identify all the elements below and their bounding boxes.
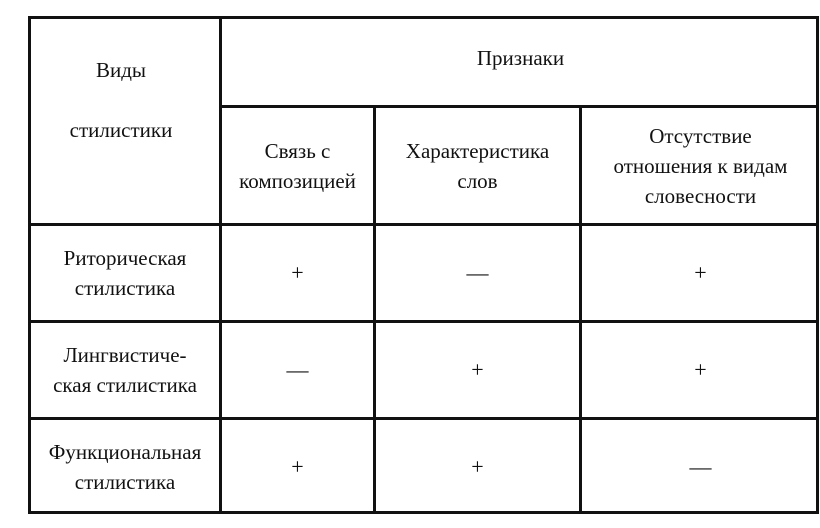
table-cell: + <box>579 223 819 320</box>
corner-header <box>28 16 219 223</box>
table-cell: — <box>579 417 819 514</box>
row-header-rhetorical: Риторическая стилистика <box>28 223 219 320</box>
table-cell: — <box>373 223 579 320</box>
table-cell: + <box>219 223 373 320</box>
table-cell: + <box>219 417 373 514</box>
corner-header-line-1: Виды <box>95 58 147 82</box>
table-cell: + <box>373 417 579 514</box>
table-cell: — <box>219 320 373 417</box>
table-cell: + <box>373 320 579 417</box>
column-header-word-characteristic: Характеристика слов <box>373 105 579 223</box>
features-header: Признаки <box>219 16 819 105</box>
row-header-functional: Функциональная стилистика <box>28 417 219 514</box>
corner-header-line-2: стилистики <box>69 118 173 142</box>
column-header-composition: Связь с композицией <box>219 105 373 223</box>
stylistics-table <box>28 16 819 514</box>
row-header-linguistic: Лингвистиче- ская стилистика <box>28 320 219 417</box>
column-header-no-relation: Отсутствие отношения к видам словесности <box>579 105 819 223</box>
table-cell: + <box>579 320 819 417</box>
